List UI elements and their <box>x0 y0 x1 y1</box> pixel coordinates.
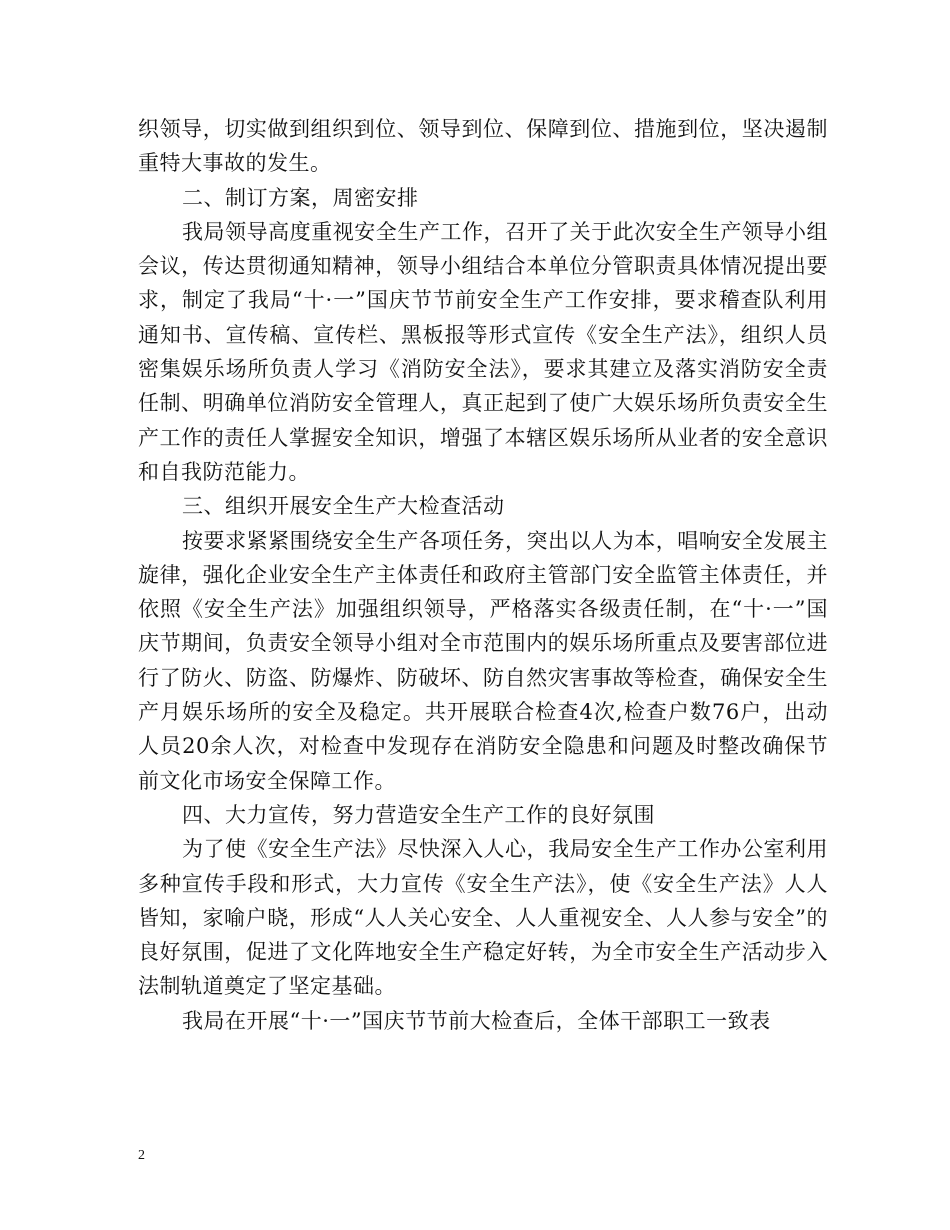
page-number: 2 <box>138 1148 145 1163</box>
paragraph-2: 我局领导高度重视安全生产工作，召开了关于此次安全生产领导小组会议，传达贯彻通知精神，领导小组结合本单位分管职责具体情况提出要求，制定了我局“十·一”国庆节节前安全生产工作安排，要求稽查队利用通知书、宣传稿、宣传栏、黑板报等形式宣传《安全生产法》，组织人员密集娱乐场所负责人学习《消防安全法》，要求其建立及落实消防安全责任制、明确单位消防安全管理人，真正起到了使广大娱乐场所负责安全生产工作的责任人掌握安全知识，增强了本辖区娱乐场所从业者的安全意识和自我防范能力。 <box>138 219 828 484</box>
paragraph-5: 我局在开展“十·一”国庆节节前大检查后，全体干部职工一致表 <box>182 1008 771 1033</box>
document-body <box>138 112 828 1038</box>
paragraph-4: 为了使《安全生产法》尽快深入人心，我局安全生产工作办公室利用多种宣传手段和形式，大力宣传《安全生产法》，使《安全生产法》人人皆知，家喻户晓，形成“人人关心安全、人人重视安全、人人参与安全”的良好氛围，促进了文化阵地安全生产稳定好转，为全市安全生产活动步入法制轨道奠定了坚定基础。 <box>138 837 828 999</box>
section-heading-2: 二、制订方案，周密安排 <box>182 185 419 210</box>
section-heading-4: 四、大力宣传，努力营造安全生产工作的良好氛围 <box>182 802 655 827</box>
paragraph-3: 按要求紧紧围绕安全生产各项任务，突出以人为本，唱响安全发展主旋律，强化企业安全生产主体责任和政府主管部门安全监管主体责任，并依照《安全生产法》加强组织领导，严格落实各级责任制，在“十·一”国庆节期间，负责安全领导小组对全市范围内的娱乐场所重点及要害部位进行了防火、防盗、防爆炸、防破坏、防自然灾害事故等检查，确保安全生产月娱乐场所的安全及稳定。共开展联合检查4次,检查户数76户，出动人员20余人次，对检查中发现存在消防安全隐患和问题及时整改确保节前文化市场安全保障工作。 <box>138 528 828 793</box>
section-heading-3: 三、组织开展安全生产大检查活动 <box>182 494 505 519</box>
paragraph-1: 织领导，切实做到组织到位、领导到位、保障到位、措施到位，坚决遏制重特大事故的发生。 <box>138 117 828 176</box>
